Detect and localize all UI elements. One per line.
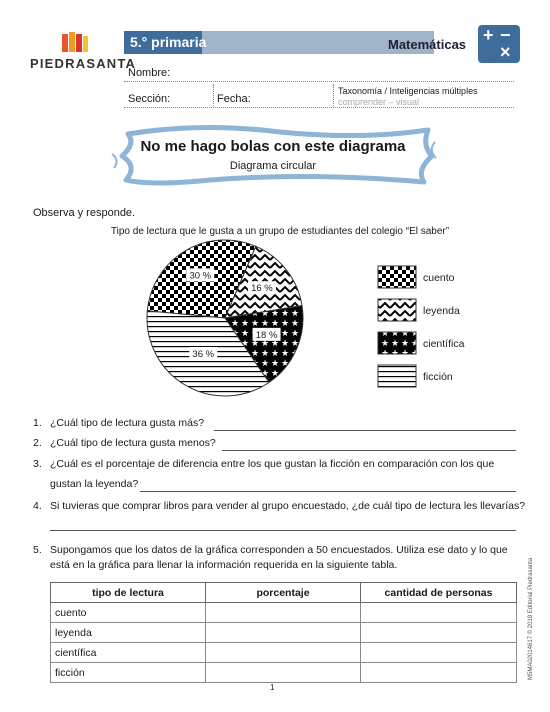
question-text-continued: gustan la leyenda? xyxy=(50,478,139,490)
legend-swatch-científica xyxy=(378,332,416,354)
people-cell[interactable] xyxy=(361,663,517,683)
row-label: leyenda xyxy=(51,623,206,643)
column-header: cantidad de personas xyxy=(361,583,517,603)
pie-label-ficción: 36 % xyxy=(192,348,215,360)
row-label: científica xyxy=(51,643,206,663)
date-label: Fecha: xyxy=(217,93,251,105)
table-row xyxy=(51,623,517,643)
column-header: porcentaje xyxy=(206,583,361,603)
chart-title: Tipo de lectura que le gusta a un grupo de estudiantes del colegio “El saber” xyxy=(110,226,450,237)
section-date-field[interactable] xyxy=(124,107,514,108)
divider xyxy=(333,84,334,106)
people-cell[interactable] xyxy=(361,603,517,623)
legend-label-leyenda: leyenda xyxy=(423,305,460,317)
taxonomy-label: Taxonomía / Inteligencias múltiples xyxy=(338,86,478,96)
side-credit: M5MA02014617 © 2018 Editorial Piedrasanta xyxy=(528,557,534,680)
table-header-row xyxy=(51,583,517,603)
page-number: 1 xyxy=(270,683,275,692)
table-row xyxy=(51,643,517,663)
percent-cell[interactable] xyxy=(206,663,361,683)
answer-line[interactable] xyxy=(140,491,516,492)
answer-line[interactable] xyxy=(222,450,516,451)
divider xyxy=(213,84,214,106)
question-number: 2. xyxy=(33,437,42,449)
table-row xyxy=(51,663,517,683)
grade-label: 5.° primaria xyxy=(130,34,207,50)
row-label: ficción xyxy=(51,663,206,683)
pie-chart xyxy=(130,238,530,408)
legend-label-científica: científica xyxy=(423,338,465,350)
math-symbols-icon: + − × xyxy=(478,25,520,63)
title-banner xyxy=(110,124,440,190)
taxonomy-detail: comprender – visual xyxy=(338,97,420,107)
column-header: tipo de lectura xyxy=(51,583,206,603)
question-text: Supongamos que los datos de la gráfica corresponden a 50 encuestados. Utiliza ese dato y lo que xyxy=(50,544,508,556)
name-field[interactable] xyxy=(124,81,514,82)
table-row xyxy=(51,603,517,623)
question-number: 1. xyxy=(33,417,42,429)
percent-cell[interactable] xyxy=(206,603,361,623)
row-label: cuento xyxy=(51,603,206,623)
subject-label: Matemáticas xyxy=(388,37,467,52)
question-text: ¿Cuál tipo de lectura gusta menos? xyxy=(50,437,216,449)
answer-line[interactable] xyxy=(50,530,516,531)
legend-swatch-ficción xyxy=(378,365,416,387)
legend-swatch-cuento xyxy=(378,266,416,288)
people-cell[interactable] xyxy=(361,643,517,663)
legend-swatch-leyenda xyxy=(378,299,416,321)
section-label: Sección: xyxy=(128,93,171,105)
answer-table xyxy=(50,582,517,683)
pie-label-científica: 18 % xyxy=(255,329,278,341)
question-number: 3. xyxy=(33,458,42,470)
book-logo-icon xyxy=(60,30,90,54)
question-text: Si tuvieras que comprar libros para vender al grupo encuestado, ¿de cuál tipo de lectura les llevarías? xyxy=(50,500,526,512)
question-text-continued: está en la gráfica para llenar la información requerida en la siguiente tabla. xyxy=(50,559,398,571)
question-number: 5. xyxy=(33,544,42,556)
question-text: ¿Cuál tipo de lectura gusta más? xyxy=(50,417,205,429)
publisher-logo: PIEDRASANTA xyxy=(30,56,137,71)
people-cell[interactable] xyxy=(361,623,517,643)
name-label: Nombre: xyxy=(128,67,171,79)
legend-label-ficción: ficción xyxy=(423,371,453,383)
question-number: 4. xyxy=(33,500,42,512)
legend-label-cuento: cuento xyxy=(423,272,455,284)
question-text: ¿Cuál es el porcentaje de diferencia entre los que gustan la ficción en comparación con los que xyxy=(50,458,495,470)
pie-label-leyenda: 16 % xyxy=(251,283,273,295)
percent-cell[interactable] xyxy=(206,623,361,643)
pie-label-cuento: 30 % xyxy=(189,270,212,282)
answer-line[interactable] xyxy=(214,430,516,431)
page-title: No me hago bolas con este diagrama xyxy=(140,138,406,155)
percent-cell[interactable] xyxy=(206,643,361,663)
instruction: Observa y responde. xyxy=(33,207,136,219)
page-subtitle: Diagrama circular xyxy=(229,160,317,172)
